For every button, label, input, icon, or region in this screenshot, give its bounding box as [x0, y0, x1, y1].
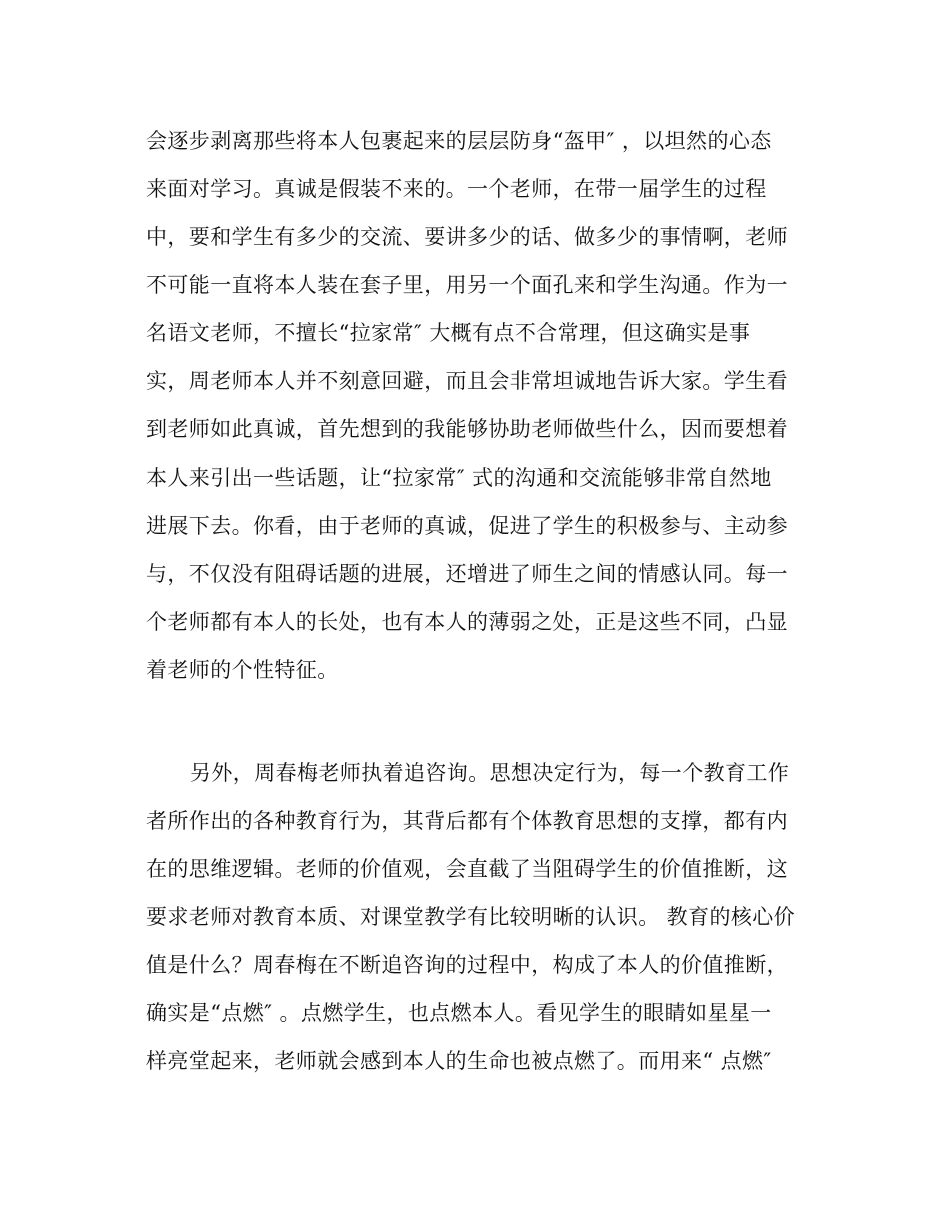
text-line: 者所作出的各种教育行为，其背后都有个体教育思想的支撑，都有内	[146, 809, 788, 833]
text-line: 到老师如此真诚，首先想到的我能够协助老师做些什么，因而要想着	[146, 417, 788, 441]
text-line: 来面对学习。真诚是假装不来的。一个老师，在带一届学生的过程	[146, 177, 767, 201]
text-line: 与，不仅没有阻碍话题的进展，还增进了师生之间的情感认同。每一	[146, 562, 788, 586]
text-line: 在的思维逻辑。老师的价值观，会直截了当阻碍学生的价值推断，这	[146, 857, 788, 881]
text-line: 本人来引出一些话题，让“拉家常″ 式的沟通和交流能够非常自然地	[146, 466, 772, 490]
text-line: 中，要和学生有多少的交流、要讲多少的话、做多少的事情啊，老师	[146, 225, 788, 249]
text-line: 名语文老师，不擅长“拉家常″ 大概有点不合常理，但这确实是事	[146, 321, 751, 345]
text-line: 会逐步剥离那些将本人包裹起来的层层防身“盔甲″ ，以坦然的心态	[146, 129, 772, 153]
text-line: 实，周老师本人并不刻意回避，而且会非常坦诚地告诉大家。学生看	[146, 369, 788, 393]
text-line: 确实是“点燃″ 。点燃学生，也点燃本人。看见学生的眼睛如星星一	[146, 1001, 772, 1025]
text-line: 不可能一直将本人装在套子里，用另一个面孔来和学生沟通。作为一	[146, 273, 788, 297]
text-line: 样亮堂起来，老师就会感到本人的生命也被点燃了。而用来“ 点燃″	[146, 1049, 772, 1073]
text-line: 另外，周春梅老师执着追咨询。思想决定行为，每一个教育工作	[190, 761, 790, 785]
text-line: 个老师都有本人的长处，也有本人的薄弱之处，正是这些不同，凸显	[146, 610, 788, 634]
text-line: 着老师的个性特征。	[146, 658, 339, 682]
text-line: 值是什么？周春梅在不断追咨询的过程中，构成了本人的价值推断，	[146, 953, 788, 977]
text-line: 要求老师对教育本质、对课堂教学有比较明晰的认识。 教育的核心价	[146, 905, 796, 929]
text-line: 进展下去。你看，由于老师的真诚，促进了学生的积极参与、主动参	[146, 514, 788, 538]
